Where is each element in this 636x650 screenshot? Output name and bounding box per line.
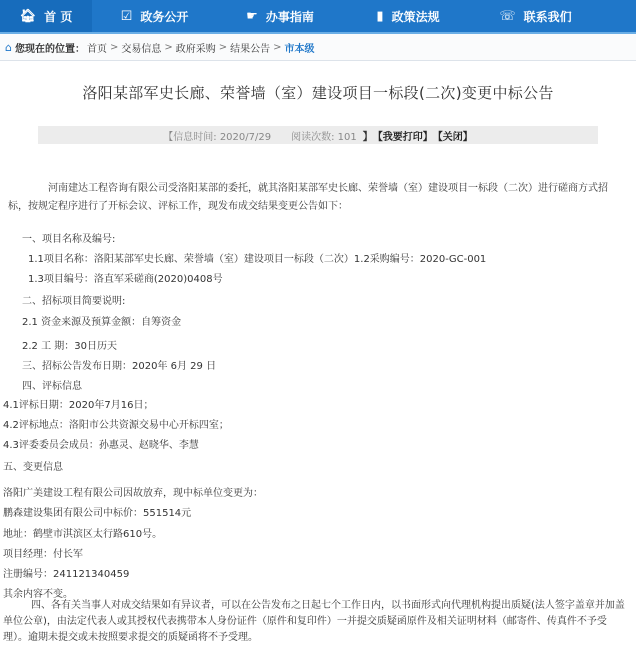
- content-line: 2.2 工 期：30日历天: [22, 341, 117, 352]
- content-line: 1.3项目编号：洛直军采磋商(2020)0408号: [28, 274, 223, 285]
- nav-label: 办事指南: [265, 9, 314, 24]
- intro-paragraph: 河南建达工程咨询有限公司受洛阳某部的委托，就其洛阳某部军史长廊、荣誉墙（室）建设项目一标段（二次）进行磋商方式招标，按规定程序进行了开标会议、评标工作，现发布成交结果变更公告如下：: [8, 183, 608, 212]
- content-line: 4.2评标地点：洛阳市公共资源交易中心开标四室；: [3, 420, 229, 431]
- breadcrumb-link-trade-info[interactable]: 交易信息: [121, 43, 162, 55]
- section-heading: 二、招标项目简要说明:: [22, 296, 126, 307]
- content-line: 鹏森建设集团有限公司中标价：551514元: [3, 508, 192, 519]
- breadcrumb-link-procurement[interactable]: 政府采购: [175, 43, 216, 55]
- breadcrumb-label: 您现在的位置：: [14, 43, 85, 55]
- publish-time: 【信息时间: 2020/7/29: [163, 131, 272, 143]
- article-info-bar: [38, 126, 598, 144]
- breadcrumb-separator: >: [218, 41, 228, 53]
- top-navigation: [0, 0, 636, 32]
- hand-icon: ☛: [246, 8, 258, 24]
- nav-policies[interactable]: [343, 0, 473, 32]
- nav-service-guide[interactable]: [217, 0, 343, 32]
- info-close-bracket: 】: [362, 131, 373, 143]
- home-icon: 🏠︎: [19, 8, 37, 24]
- content-line: 三、招标公告发布日期：2020年 6月 29 日: [22, 361, 217, 372]
- breadcrumb-current[interactable]: 市本级: [284, 43, 315, 55]
- read-count: 阅读次数: 101: [291, 131, 357, 143]
- content-line: 4.3评委委员会成员：孙惠灵、赵晓华、李慧: [3, 440, 199, 451]
- content-line: 注册编号：241121340459: [3, 569, 130, 580]
- content-line: 1.1项目名称：洛阳某部军史长廊、荣誉墙（室）建设项目一标段（二次）1.2采购编号：2020-GC-001: [28, 254, 487, 265]
- breadcrumb-separator: >: [164, 41, 173, 53]
- phone-icon: ☏: [499, 8, 516, 24]
- nav-label: 政务公开: [140, 9, 189, 24]
- page-title: 洛阳某部军史长廊、荣誉墙（室）建设项目一标段(二次)变更中标公告: [82, 84, 554, 102]
- breadcrumb: [0, 34, 636, 61]
- nav-contact[interactable]: [473, 0, 598, 32]
- nav-label: 政策法规: [391, 9, 440, 24]
- section-heading: 四、评标信息: [22, 381, 82, 392]
- print-button[interactable]: 【我要打印】: [372, 131, 433, 143]
- section-heading: 五、变更信息: [3, 462, 63, 473]
- close-button[interactable]: 【关闭】: [432, 131, 473, 143]
- content-line: 4.1评标日期：2020年7月16日；: [3, 400, 154, 411]
- content-line: 项目经理：付长军: [3, 549, 83, 560]
- breadcrumb-link-home[interactable]: 首页: [86, 43, 107, 55]
- breadcrumb-separator: >: [109, 41, 119, 53]
- home-icon: ⌂: [5, 40, 12, 54]
- edit-icon: ☑: [120, 8, 133, 24]
- breadcrumb-separator: >: [273, 41, 282, 53]
- book-icon: ▮: [376, 8, 384, 24]
- objection-paragraph: 四、各有关当事人对成交结果如有异议者，可以在公告发布之日起七个工作日内，以书面形式向代理机构提出质疑(法人签字盖章并加盖单位公章)，由法定代表人或其授权代表携带本人身份证件（原件和复印件）一并提交质疑函原件及相关证明材料（邮寄件、传真件不予受理）。逾期未提交或未按照要求提交的质疑函将不予受理。: [3, 600, 625, 643]
- content-line: 洛阳广美建设工程有限公司因故放弃，现中标单位变更为：: [3, 488, 263, 499]
- nav-home-label: 首 页: [44, 9, 73, 24]
- content-line: 其余内容不变。: [3, 589, 73, 600]
- content-line: 2.1 资金来源及预算金额：自筹资金: [22, 317, 182, 328]
- nav-government-affairs[interactable]: [92, 0, 217, 32]
- breadcrumb-link-results[interactable]: 结果公告: [230, 43, 271, 55]
- content-line: 地址：鹤壁市淇滨区太行路610号。: [3, 529, 163, 540]
- nav-label: 联系我们: [523, 9, 572, 24]
- section-heading: 一、项目名称及编号:: [22, 234, 116, 245]
- nav-home[interactable]: [0, 0, 92, 32]
